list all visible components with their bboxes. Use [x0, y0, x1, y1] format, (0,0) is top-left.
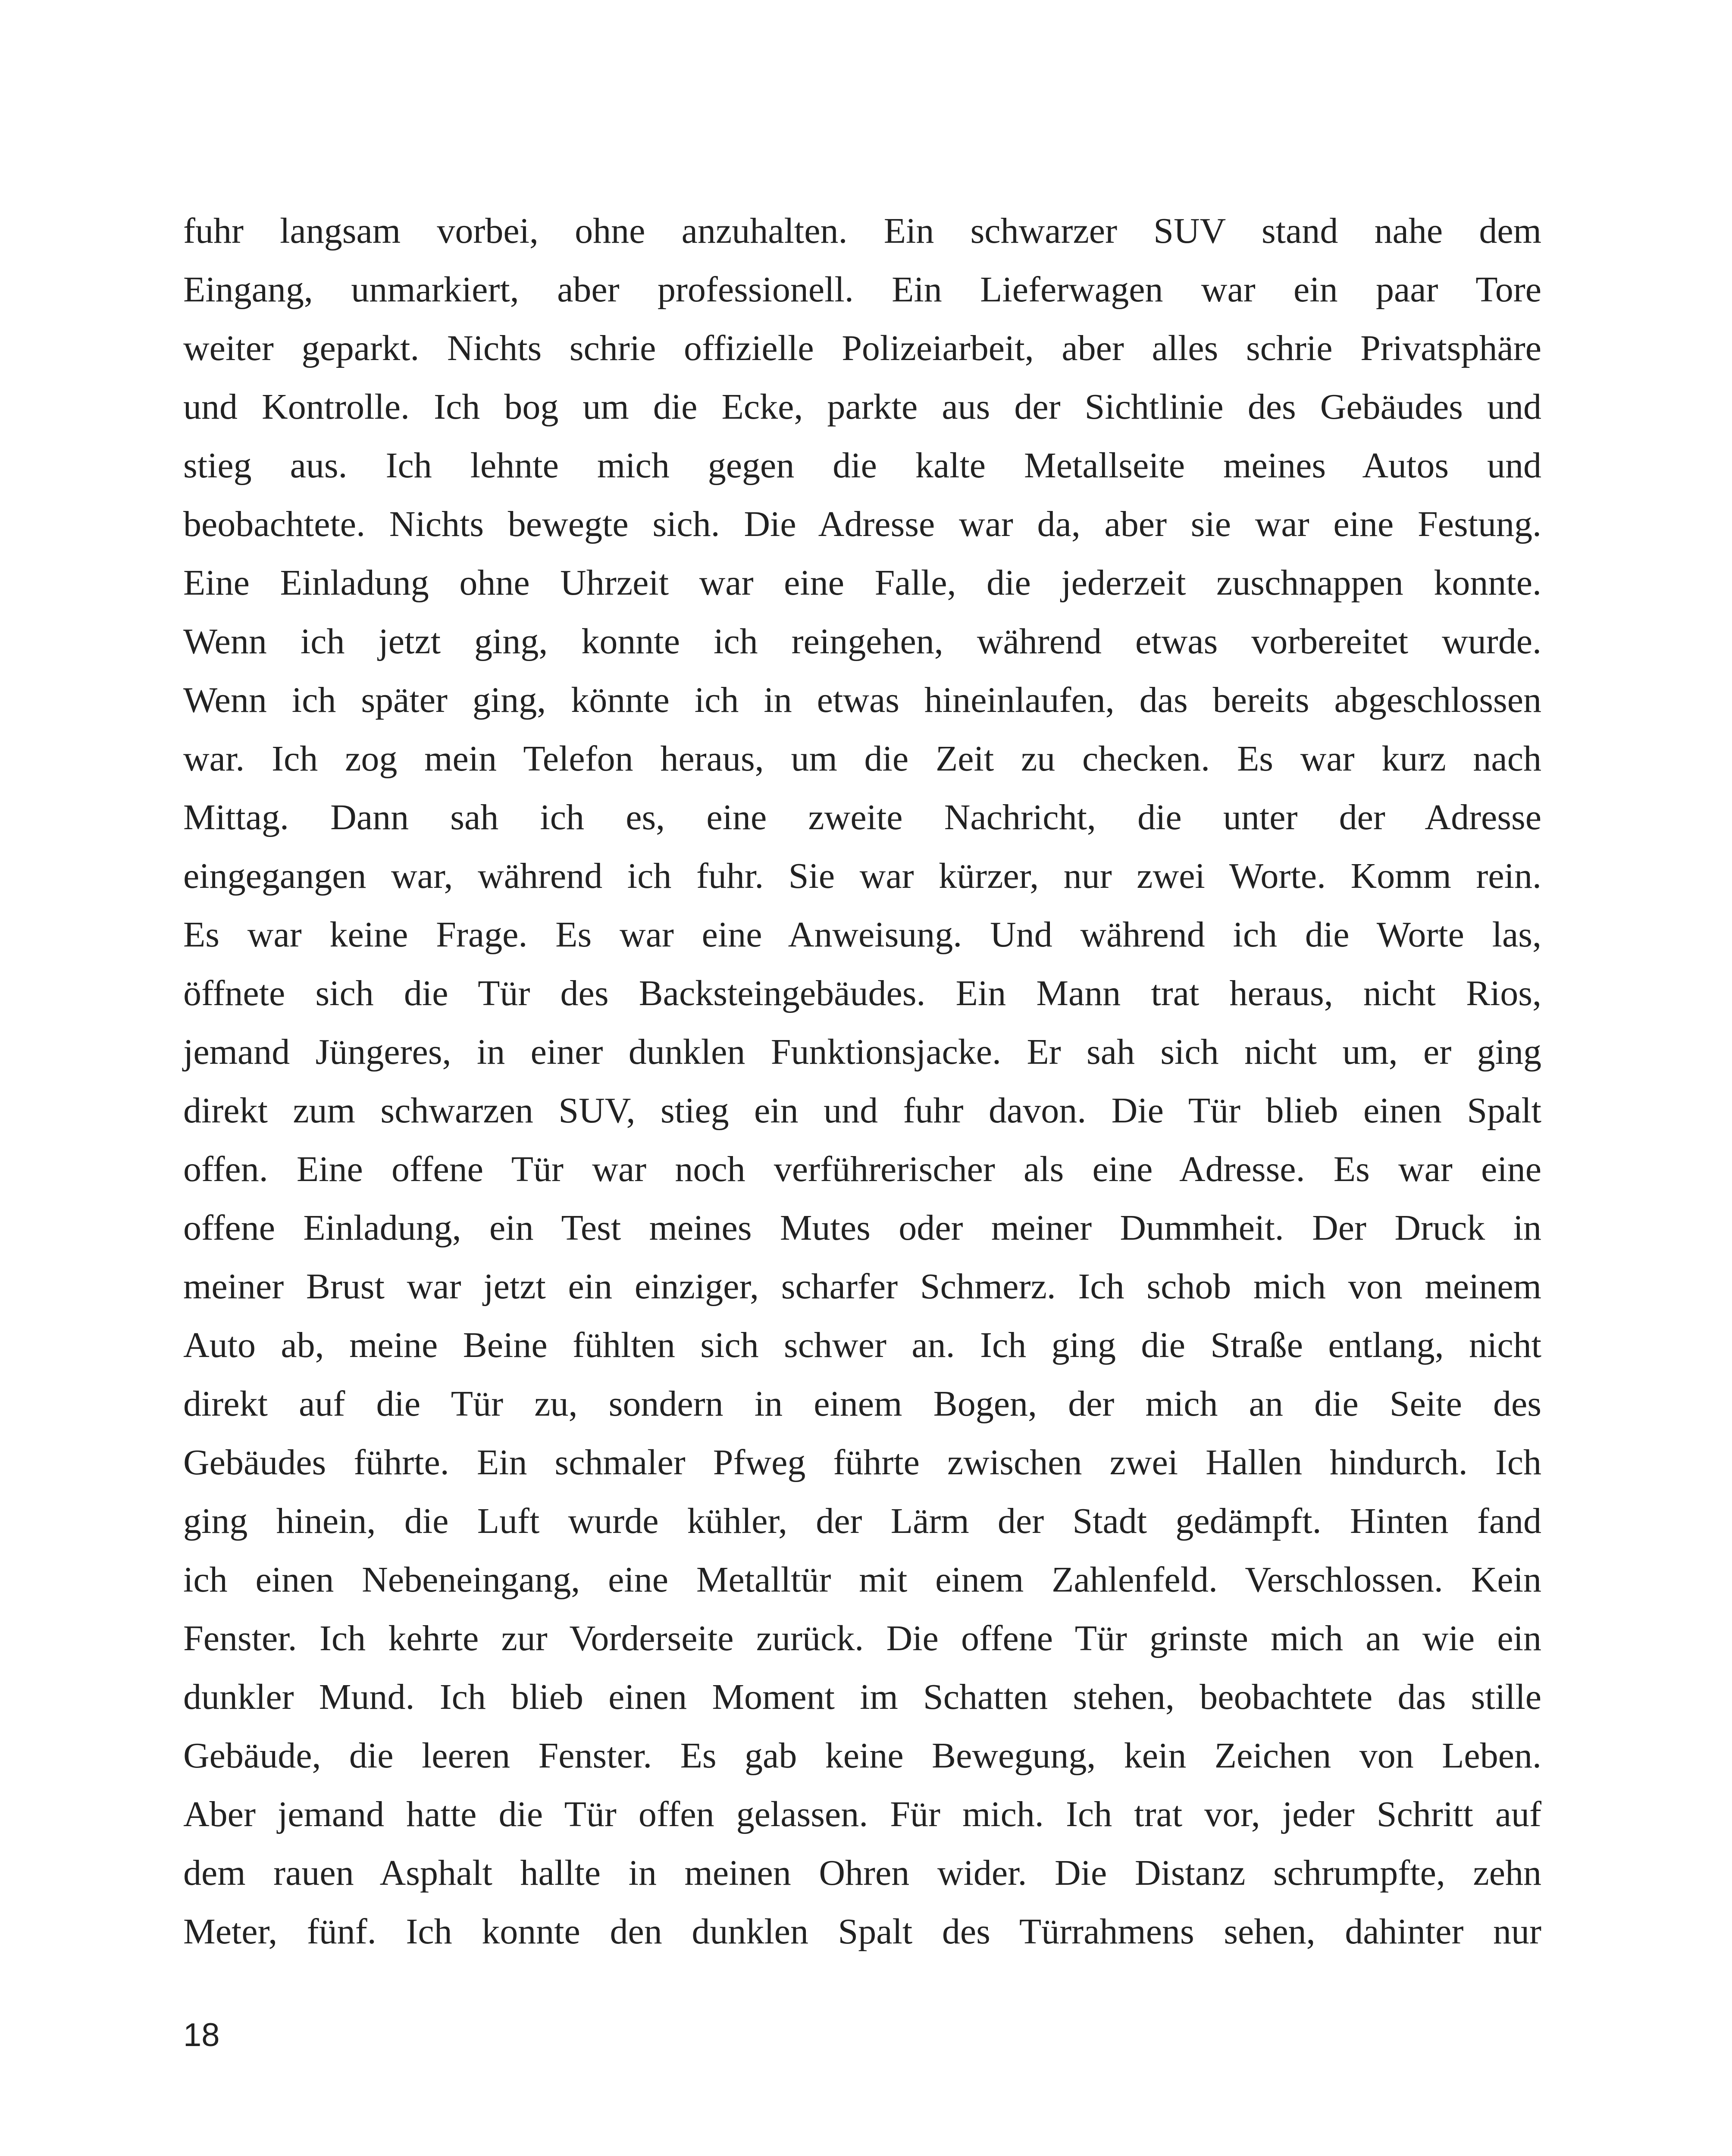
text-line: Gebäudes führte. Ein schmaler Pfweg führte zwischen zwei Hallen hindurch. Ich	[183, 1442, 1541, 1482]
text-line: direkt auf die Tür zu, sondern in einem Bogen, der mich an die Seite des	[183, 1384, 1541, 1424]
body-text	[183, 202, 1541, 1961]
text-line: Eine Einladung ohne Uhrzeit war eine Falle, die jederzeit zuschnappen konnte.	[183, 563, 1541, 603]
text-line: offen. Eine offene Tür war noch verführerischer als eine Adresse. Es war eine	[183, 1149, 1541, 1189]
text-line: Mittag. Dann sah ich es, eine zweite Nachricht, die unter der Adresse	[183, 797, 1541, 837]
text-line: offene Einladung, ein Test meines Mutes oder meiner Dummheit. Der Druck in	[183, 1208, 1541, 1248]
text-line: ich einen Nebeneingang, eine Metalltür mit einem Zahlenfeld. Verschlossen. Kein	[183, 1560, 1541, 1600]
text-line: ging hinein, die Luft wurde kühler, der Lärm der Stadt gedämpft. Hinten fand	[183, 1501, 1541, 1541]
text-line: fuhr langsam vorbei, ohne anzuhalten. Ein schwarzer SUV stand nahe dem	[183, 211, 1541, 251]
text-line: stieg aus. Ich lehnte mich gegen die kalte Metallseite meines Autos und	[183, 445, 1541, 486]
text-line: Auto ab, meine Beine fühlten sich schwer an. Ich ging die Straße entlang, nicht	[183, 1325, 1541, 1365]
text-line: beobachtete. Nichts bewegte sich. Die Adresse war da, aber sie war eine Festung.	[183, 504, 1541, 544]
text-line: jemand Jüngeres, in einer dunklen Funktionsjacke. Er sah sich nicht um, er ging	[183, 1032, 1541, 1072]
text-line: Wenn ich später ging, könnte ich in etwas hineinlaufen, das bereits abgeschlossen	[183, 680, 1541, 720]
text-line: Eingang, unmarkiert, aber professionell. Ein Lieferwagen war ein paar Tore	[183, 270, 1541, 310]
text-line: Wenn ich jetzt ging, konnte ich reingehen, während etwas vorbereitet wurde.	[183, 621, 1541, 661]
text-line: war. Ich zog mein Telefon heraus, um die Zeit zu checken. Es war kurz nach	[183, 739, 1541, 779]
text-line: und Kontrolle. Ich bog um die Ecke, parkte aus der Sichtlinie des Gebäudes und	[183, 387, 1541, 427]
text-line: Es war keine Frage. Es war eine Anweisung. Und während ich die Worte las,	[183, 915, 1541, 955]
text-line: dem rauen Asphalt hallte in meinen Ohren wider. Die Distanz schrumpfte, zehn	[183, 1853, 1541, 1893]
text-line: öffnete sich die Tür des Backsteingebäudes. Ein Mann trat heraus, nicht Rios,	[183, 973, 1541, 1013]
text-line: Aber jemand hatte die Tür offen gelassen. Für mich. Ich trat vor, jeder Schritt auf	[183, 1794, 1541, 1834]
text-line: Meter, fünf. Ich konnte den dunklen Spalt des Türrahmens sehen, dahinter nur	[183, 1912, 1541, 1952]
page-number: 18	[183, 2017, 220, 2053]
text-line: direkt zum schwarzen SUV, stieg ein und fuhr davon. Die Tür blieb einen Spalt	[183, 1091, 1541, 1131]
text-line: eingegangen war, während ich fuhr. Sie war kürzer, nur zwei Worte. Komm rein.	[183, 856, 1541, 896]
text-line: weiter geparkt. Nichts schrie offizielle Polizeiarbeit, aber alles schrie Privatsphäre	[183, 328, 1541, 368]
text-line: meiner Brust war jetzt ein einziger, scharfer Schmerz. Ich schob mich von meinem	[183, 1266, 1541, 1307]
text-line: Fenster. Ich kehrte zur Vorderseite zurück. Die offene Tür grinste mich an wie ein	[183, 1618, 1541, 1658]
text-line: Gebäude, die leeren Fenster. Es gab keine Bewegung, kein Zeichen von Leben.	[183, 1736, 1541, 1776]
text-line: dunkler Mund. Ich blieb einen Moment im Schatten stehen, beobachtete das stille	[183, 1677, 1541, 1717]
